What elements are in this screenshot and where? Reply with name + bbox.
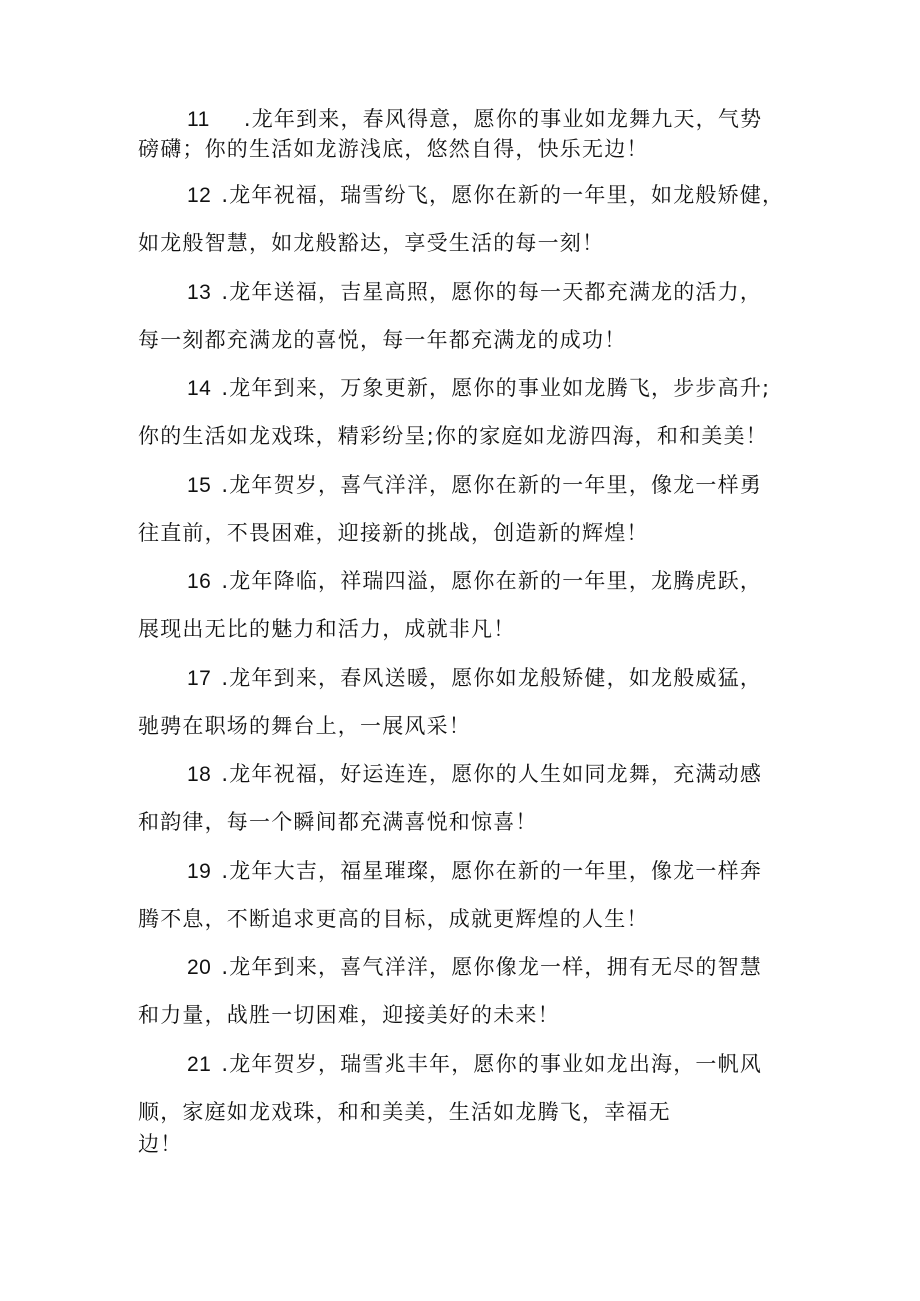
item-number: 15	[187, 474, 212, 497]
item-first-line	[187, 856, 762, 887]
item-number: 18	[187, 763, 212, 786]
item-continuation-line: 腾不息，不断追求更高的目标，成就更辉煌的人生！	[138, 907, 649, 931]
item-continuation-line: 你的生活如龙戏珠，精彩纷呈;你的家庭如龙游四海，和和美美！	[138, 424, 768, 448]
item-text: .龙年送福，吉星高照，愿你的每一天都充满龙的活力，	[221, 280, 763, 304]
item-text: .龙年到来，万象更新，愿你的事业如龙腾飞，步步高升;	[221, 376, 771, 400]
item-text: .龙年贺岁，喜气洋洋，愿你在新的一年里，像龙一样勇	[221, 473, 763, 497]
item-text: .龙年到来，喜气洋洋，愿你像龙一样，拥有无尽的智慧	[221, 955, 763, 979]
item-continuation-line: 和韵律，每一个瞬间都充满喜悦和惊喜！	[138, 810, 538, 834]
item-number: 17	[187, 667, 212, 690]
item-first-line	[187, 180, 784, 211]
item-text: .龙年降临，祥瑞四溢，愿你在新的一年里，龙腾虎跃，	[221, 569, 763, 593]
item-first-line	[187, 759, 762, 790]
item-continuation-line: 如龙般智慧，如龙般豁达，享受生活的每一刻！	[138, 231, 605, 255]
item-first-line	[187, 1049, 762, 1080]
item-text: .龙年祝福，好运连连，愿你的人生如同龙舞，充满动感	[221, 762, 763, 786]
item-number: 19	[187, 860, 212, 883]
item-first-line	[187, 104, 762, 135]
item-continuation-line: 和力量，战胜一切困难，迎接美好的未来！	[138, 1003, 560, 1027]
item-number: 16	[187, 570, 212, 593]
item-text: .龙年到来，春风送暖，愿你如龙般矫健，如龙般威猛，	[221, 666, 763, 690]
item-continuation-line: 顺，家庭如龙戏珠，和和美美，生活如龙腾飞，幸福无	[138, 1100, 671, 1124]
item-first-line	[187, 952, 762, 983]
item-continuation-line: 每一刻都充满龙的喜悦，每一年都充满龙的成功！	[138, 328, 627, 352]
item-first-line	[187, 277, 762, 308]
item-text: .龙年祝福，瑞雪纷飞，愿你在新的一年里，如龙般矫健，	[221, 183, 785, 207]
item-number: 14	[187, 377, 212, 400]
item-continuation-line: 驰骋在职场的舞台上，一展风采！	[138, 714, 471, 738]
item-text: .龙年大吉，福星璀璨，愿你在新的一年里，像龙一样奔	[221, 859, 763, 883]
item-text: .龙年到来，春风得意，愿你的事业如龙舞九天，气势	[243, 107, 763, 131]
item-first-line	[187, 566, 762, 597]
item-number: 13	[187, 281, 212, 304]
item-text: .龙年贺岁，瑞雪兆丰年，愿你的事业如龙出海，一帆风	[221, 1052, 763, 1076]
item-continuation-line: 展现出无比的魅力和活力，成就非凡！	[138, 617, 516, 641]
item-first-line	[187, 373, 770, 404]
item-continuation-line: 往直前，不畏困难，迎接新的挑战，创造新的辉煌！	[138, 521, 649, 545]
item-continuation-line: 磅礴；你的生活如龙游浅底，悠然自得，快乐无边！	[138, 137, 649, 161]
item-number: 12	[187, 184, 212, 207]
item-continuation-line: 边！	[138, 1132, 183, 1156]
item-number: 11	[187, 108, 210, 131]
item-number: 20	[187, 956, 212, 979]
item-number: 21	[187, 1053, 212, 1076]
item-first-line	[187, 470, 762, 501]
item-first-line	[187, 663, 762, 694]
